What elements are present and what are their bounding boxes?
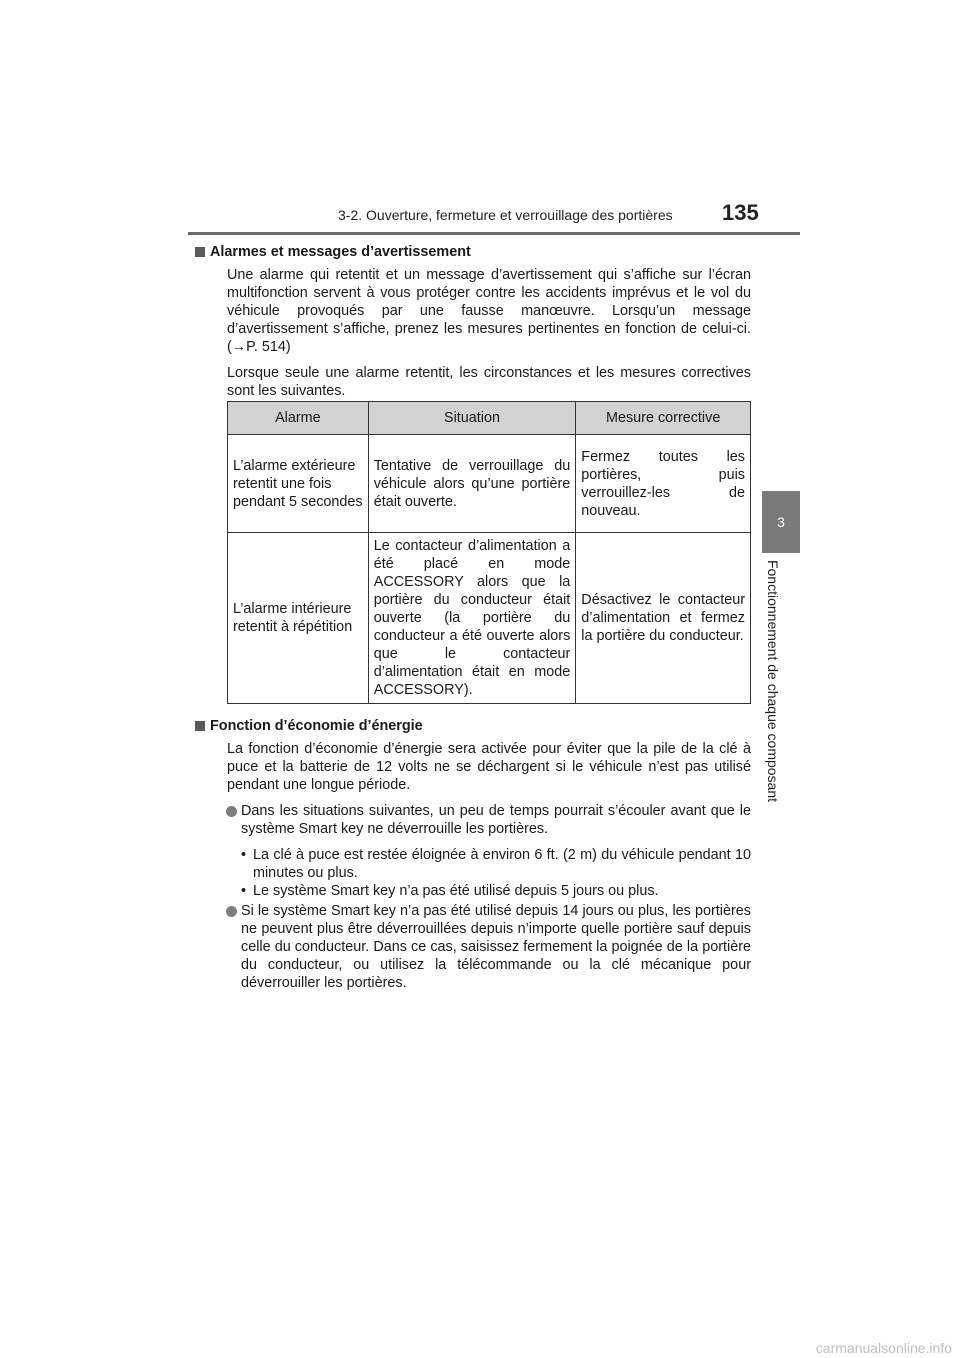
round-bullet-icon [226, 806, 237, 817]
list-item-text: Dans les situations suivantes, un peu de temps pourrait s’écouler avant que le système Smart key ne déverrouille les portières. [241, 803, 751, 837]
sub-list [211, 846, 751, 900]
section-heading-text: Fonction d’économie d’énergie [210, 718, 423, 734]
section-alarms [211, 243, 751, 400]
intro-paragraph: Une alarme qui retentit et un message d’avertissement qui s’affiche sur l’écran multifonction servent à vous protéger contre les accidents imprévus et le vol du véhicule provoqués par une fausse manœuvre. Lorsqu’un message d’avertissement s’affiche, prenez les mesures pertinentes en fonction de celui-ci. (→P. 514) [227, 267, 751, 355]
bullet-list [211, 802, 751, 992]
column-header-alarm: Alarme [228, 402, 369, 435]
square-bullet-icon [195, 721, 205, 731]
column-header-situation: Situation [368, 402, 576, 435]
square-bullet-icon [195, 247, 205, 257]
sub-bullet-icon: • [241, 847, 247, 863]
alarm-table [227, 401, 751, 704]
sub-list-item [211, 846, 751, 882]
header-divider [188, 232, 800, 235]
column-header-action: Mesure corrective [576, 402, 751, 435]
sub-list-item [211, 882, 751, 900]
table-cell: L’alarme extérieure retentit une fois pendant 5 secondes [228, 435, 369, 533]
table-cell: Le contacteur d’alimentation a été placé en mode ACCESSORY alors que la portière du conducteur était ouverte (la portière du conducteur a été ouverte alors que le contacteur d’alimentation était en mode ACCESSORY). [368, 533, 576, 704]
table-row [228, 533, 751, 704]
list-item [211, 802, 751, 900]
energy-paragraph: La fonction d’économie d’énergie sera activée pour éviter que la pile de la clé à puce et la batterie de 12 volts ne se déchargent si le véhicule n’est pas utilisé pendant une longue période. [227, 741, 751, 793]
table-cell: Tentative de verrouillage du véhicule alors qu’une portière était ouverte. [368, 435, 576, 533]
table-cell: L’alarme intérieure retentit à répétition [228, 533, 369, 704]
list-item [211, 902, 751, 992]
chapter-tab: 3 [762, 491, 800, 553]
header-title: 3-2. Ouverture, fermeture et verrouillage des portières [338, 207, 673, 223]
section-energy-saving [211, 717, 751, 992]
sub-bullet-icon: • [241, 883, 247, 899]
section-heading-energy [195, 717, 735, 735]
table-header-row [228, 402, 751, 435]
sub-list-item-text: La clé à puce est restée éloignée à environ 6 ft. (2 m) du véhicule pendant 10 minutes ou plus. [253, 847, 751, 881]
section-heading-alarms [195, 243, 735, 261]
sub-list-item-text: Le système Smart key n’a pas été utilisé depuis 5 jours ou plus. [253, 883, 659, 899]
table-cell: Fermez toutes les portières, puis verrouillez-les de nouveau. [576, 435, 751, 533]
chapter-title-text: Fonctionnement de chaque composant [765, 559, 781, 803]
watermark: carmanualsonline.info [815, 1340, 952, 1356]
round-bullet-icon [226, 906, 237, 917]
section-heading-text: Alarmes et messages d’avertissement [210, 244, 471, 260]
table-intro-paragraph: Lorsque seule une alarme retentit, les circonstances et les mesures correctives sont les suivantes. [227, 365, 751, 399]
table-cell: Désactivez le contacteur d’alimentation et fermez la portière du conducteur. [576, 533, 751, 704]
page-number: 135 [722, 200, 759, 225]
table-row [228, 435, 751, 533]
list-item-text: Si le système Smart key n’a pas été utilisé depuis 14 jours ou plus, les portières ne peuvent plus être déverrouillées depuis n’importe quelle portière sauf depuis celle du conducteur. Dans ce cas, saisissez fermement la poignée de la portière du conducteur, ou utilisez la télécommande ou la clé mécanique pour déverrouiller les portières. [241, 903, 751, 991]
